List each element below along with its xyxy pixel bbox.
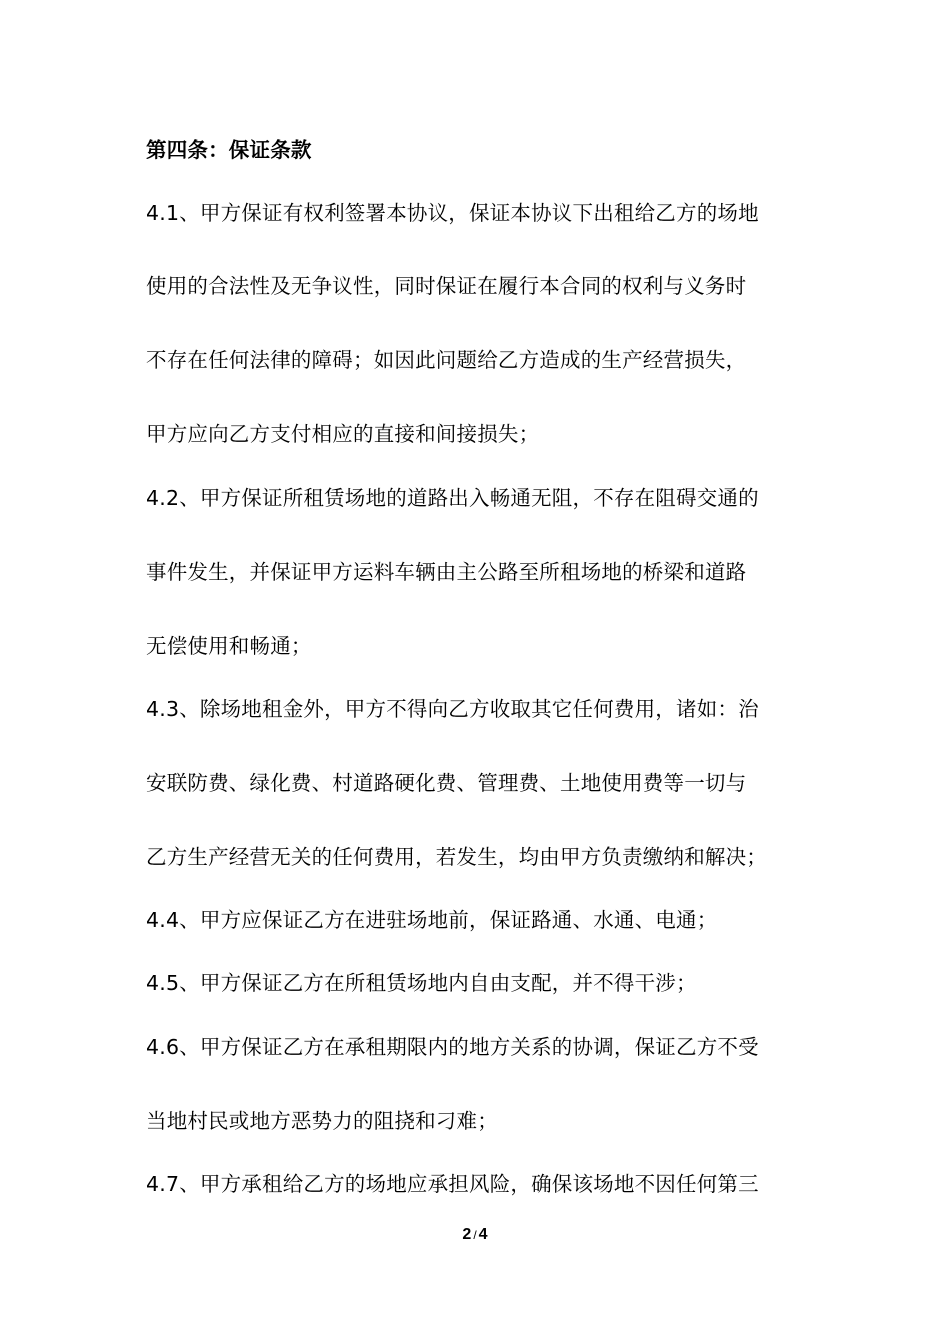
- clause-line: 安联防费、绿化费、村道路硬化费、管理费、土地使用费等一切与: [146, 771, 747, 795]
- clause-line: 4.5、甲方保证乙方在所租赁场地内自由支配，并不得干涉；: [146, 971, 697, 995]
- total-pages-number: 4: [478, 1226, 488, 1243]
- clause-line: 4.6、甲方保证乙方在承租期限内的地方关系的协调，保证乙方不受: [146, 1035, 759, 1059]
- clause-line: 使用的合法性及无争议性，同时保证在履行本合同的权利与义务时: [146, 274, 747, 298]
- clause-line: 4.3、除场地租金外，甲方不得向乙方收取其它任何费用，诸如：治: [146, 697, 759, 721]
- clause-line: 不存在任何法律的障碍；如因此问题给乙方造成的生产经营损失，: [146, 348, 747, 372]
- clause-line: 4.2、甲方保证所租赁场地的道路出入畅通无阻，不存在阻碍交通的: [146, 486, 759, 510]
- section-heading: 第四条：保证条款: [146, 138, 312, 162]
- clause-line: 4.4、甲方应保证乙方在进驻场地前，保证路通、水通、电通；: [146, 908, 718, 932]
- current-page-number: 2: [462, 1226, 472, 1243]
- clause-line: 甲方应向乙方支付相应的直接和间接损失；: [146, 422, 540, 446]
- page-separator: /: [473, 1228, 477, 1242]
- page-number: [0, 1225, 950, 1245]
- clause-line: 事件发生，并保证甲方运料车辆由主公路至所租场地的桥梁和道路: [146, 560, 747, 584]
- clause-line: 无偿使用和畅通；: [146, 634, 312, 658]
- clause-line: 4.1、甲方保证有权利签署本协议，保证本协议下出租给乙方的场地: [146, 201, 759, 225]
- clause-line: 乙方生产经营无关的任何费用，若发生，均由甲方负责缴纳和解决；: [146, 845, 767, 869]
- clause-line: 4.7、甲方承租给乙方的场地应承担风险，确保该场地不因任何第三: [146, 1172, 759, 1196]
- clause-line: 当地村民或地方恶势力的阻挠和刁难；: [146, 1109, 498, 1133]
